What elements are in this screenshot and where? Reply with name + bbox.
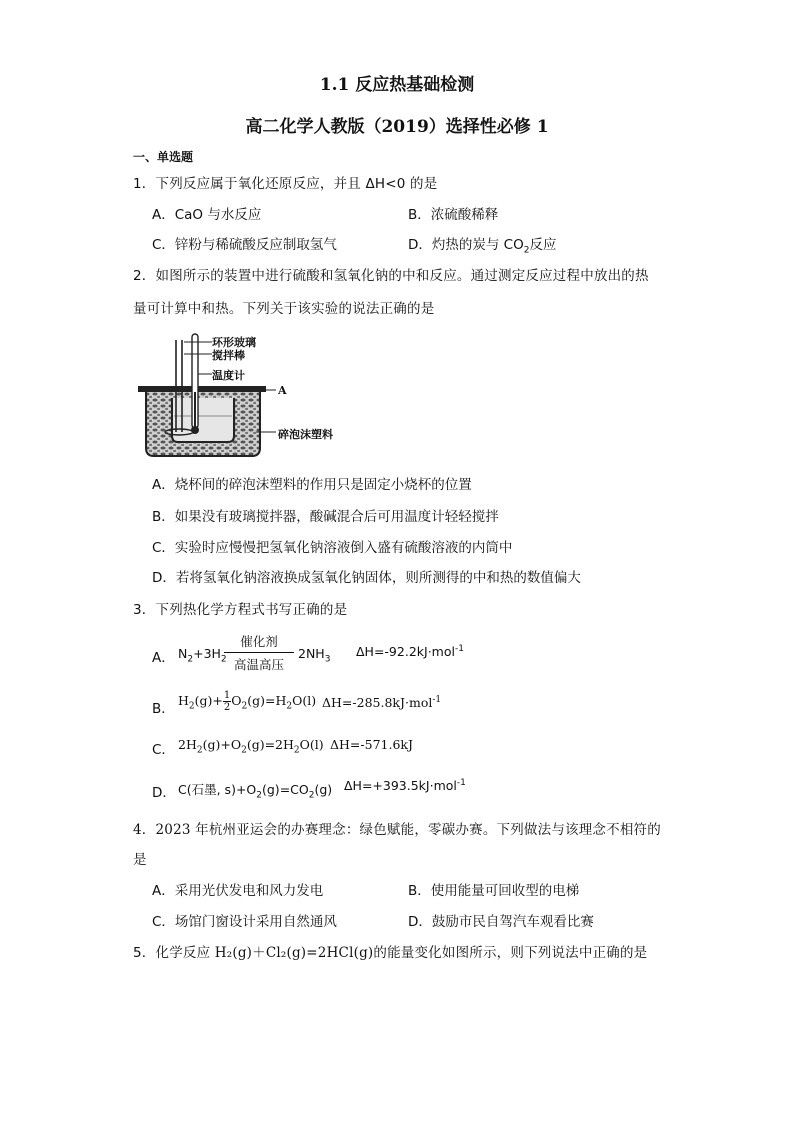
question-5-stem (133, 941, 647, 961)
half-fraction: $\frac{1}{2}$ (223, 690, 231, 713)
q4-option-c: C．场馆门窗设计采用自然通风 (152, 914, 337, 930)
q3-option-c-eq: $2H_2(g)+O_2(g)=2H_2O(l)$ (178, 737, 324, 756)
q3-option-a-dh: ΔH=-92.2kJ·mol$^{-1}$ (356, 644, 464, 660)
page-subtitle: 高二化学人教版（2019）选择性必修 1 (245, 117, 549, 137)
q1-option-b: B．浓硫酸稀释 (408, 207, 499, 223)
question-2-stem-line2: 量可计算中和热。下列关于该实验的说法正确的是 (133, 301, 435, 317)
q3-option-a-arrow (224, 632, 294, 673)
q3-b-dh-text: ΔH=-285.8kJ·mol (322, 695, 433, 711)
q3-option-d-label: D． (152, 785, 176, 801)
question-2-stem-line1: 2．如图所示的装置中进行硫酸和氢氧化钠的中和反应。通过测定反应过程中放出的热 (133, 268, 649, 284)
q3-option-b-label: B． (152, 701, 175, 717)
label-a: A (278, 384, 287, 397)
q5-equation: H₂(g)＋Cl₂(g)=2HCl(g) (214, 945, 374, 961)
label-thermometer: 温度计 (212, 369, 245, 382)
q4-option-b: B．使用能量可回收型的电梯 (408, 883, 580, 899)
q3-option-d-eq: C(石墨, $s)+O_2(g)=CO_2(g)$ (178, 782, 333, 801)
question-3-stem: 3．下列热化学方程式书写正确的是 (133, 602, 348, 618)
q4-option-a: A．采用光伏发电和风力发电 (152, 883, 324, 899)
q5-prefix: 5．化学反应 (133, 945, 215, 961)
section-heading: 一、单选题 (133, 150, 194, 164)
q3-option-d-dh: ΔH=+393.5kJ·mol$^{-1}$ (344, 778, 466, 794)
q3-condition: 高温高压 (233, 657, 284, 672)
q1-option-d-prefix: D．灼热的炭与 CO (408, 237, 524, 253)
label-stirrer-line1: 环形玻璃 (212, 336, 256, 349)
q3-option-b-eq: $H_2(g)+$ $\frac{1}{2}$ $O_2(g)=H_2O(l)$ (178, 690, 317, 713)
q2-option-a: A．烧杯间的碎泡沫塑料的作用只是固定小烧杯的位置 (152, 477, 472, 493)
q4-option-d: D．鼓励市民自驾汽车观看比赛 (408, 914, 594, 930)
label-foam: 碎泡沫塑料 (278, 428, 333, 441)
q2-option-b: B．如果没有玻璃搅拌器，酸碱混合后可用温度计轻轻搅拌 (152, 509, 499, 525)
q5-suffix: 的能量变化如图所示，则下列说法中正确的是 (373, 945, 648, 961)
q3-option-c-dh: ΔH=-571.6kJ (330, 737, 413, 752)
q1-option-d-sub: 2 (523, 245, 530, 256)
q1-option-d (408, 233, 556, 256)
question-1-stem: 1．下列反应属于氧化还原反应，并且 ΔH<0 的是 (133, 176, 438, 192)
q1-option-d-suffix: 反应 (529, 237, 557, 253)
q1-option-a: A．CaO 与水反应 (152, 207, 262, 223)
q3-catalyst: 催化剂 (240, 634, 278, 649)
question-4-stem-line2: 是 (133, 852, 147, 868)
q3-option-a-left: $N_2+3H_2$ (178, 646, 227, 665)
label-stirrer-line2: 搅拌棒 (212, 349, 245, 362)
q3-a-dh-text: ΔH=-92.2kJ·mol (356, 644, 455, 660)
q3-d-left-text: C(石墨, s)+O (178, 782, 257, 797)
q1-option-c: C．锌粉与稀硫酸反应制取氢气 (152, 237, 337, 253)
page-title: 1.1 反应热基础检测 (319, 75, 475, 95)
q3-d-dh-text: ΔH=+393.5kJ·mol (344, 778, 457, 794)
q2-option-c: C．实验时应慢慢把氢氧化钠溶液倒入盛有硫酸溶液的内筒中 (152, 540, 513, 556)
q3-option-b-dh: ΔH=-285.8kJ·mol$^{-1}$ (322, 695, 442, 711)
q3-reaction-bar (224, 652, 294, 653)
q3-option-a-label: A． (152, 650, 175, 666)
q3-option-c-label: C． (152, 742, 175, 758)
question-4-stem-line1: 4．2023 年杭州亚运会的办赛理念：绿色赋能，零碳办赛。下列做法与该理念不相符的 (133, 822, 661, 838)
q2-option-d: D．若将氢氧化钠溶液换成氢氧化钠固体，则所测得的中和热的数值偏大 (152, 570, 581, 586)
q3-option-a-right: $2NH_3$ (298, 646, 331, 665)
